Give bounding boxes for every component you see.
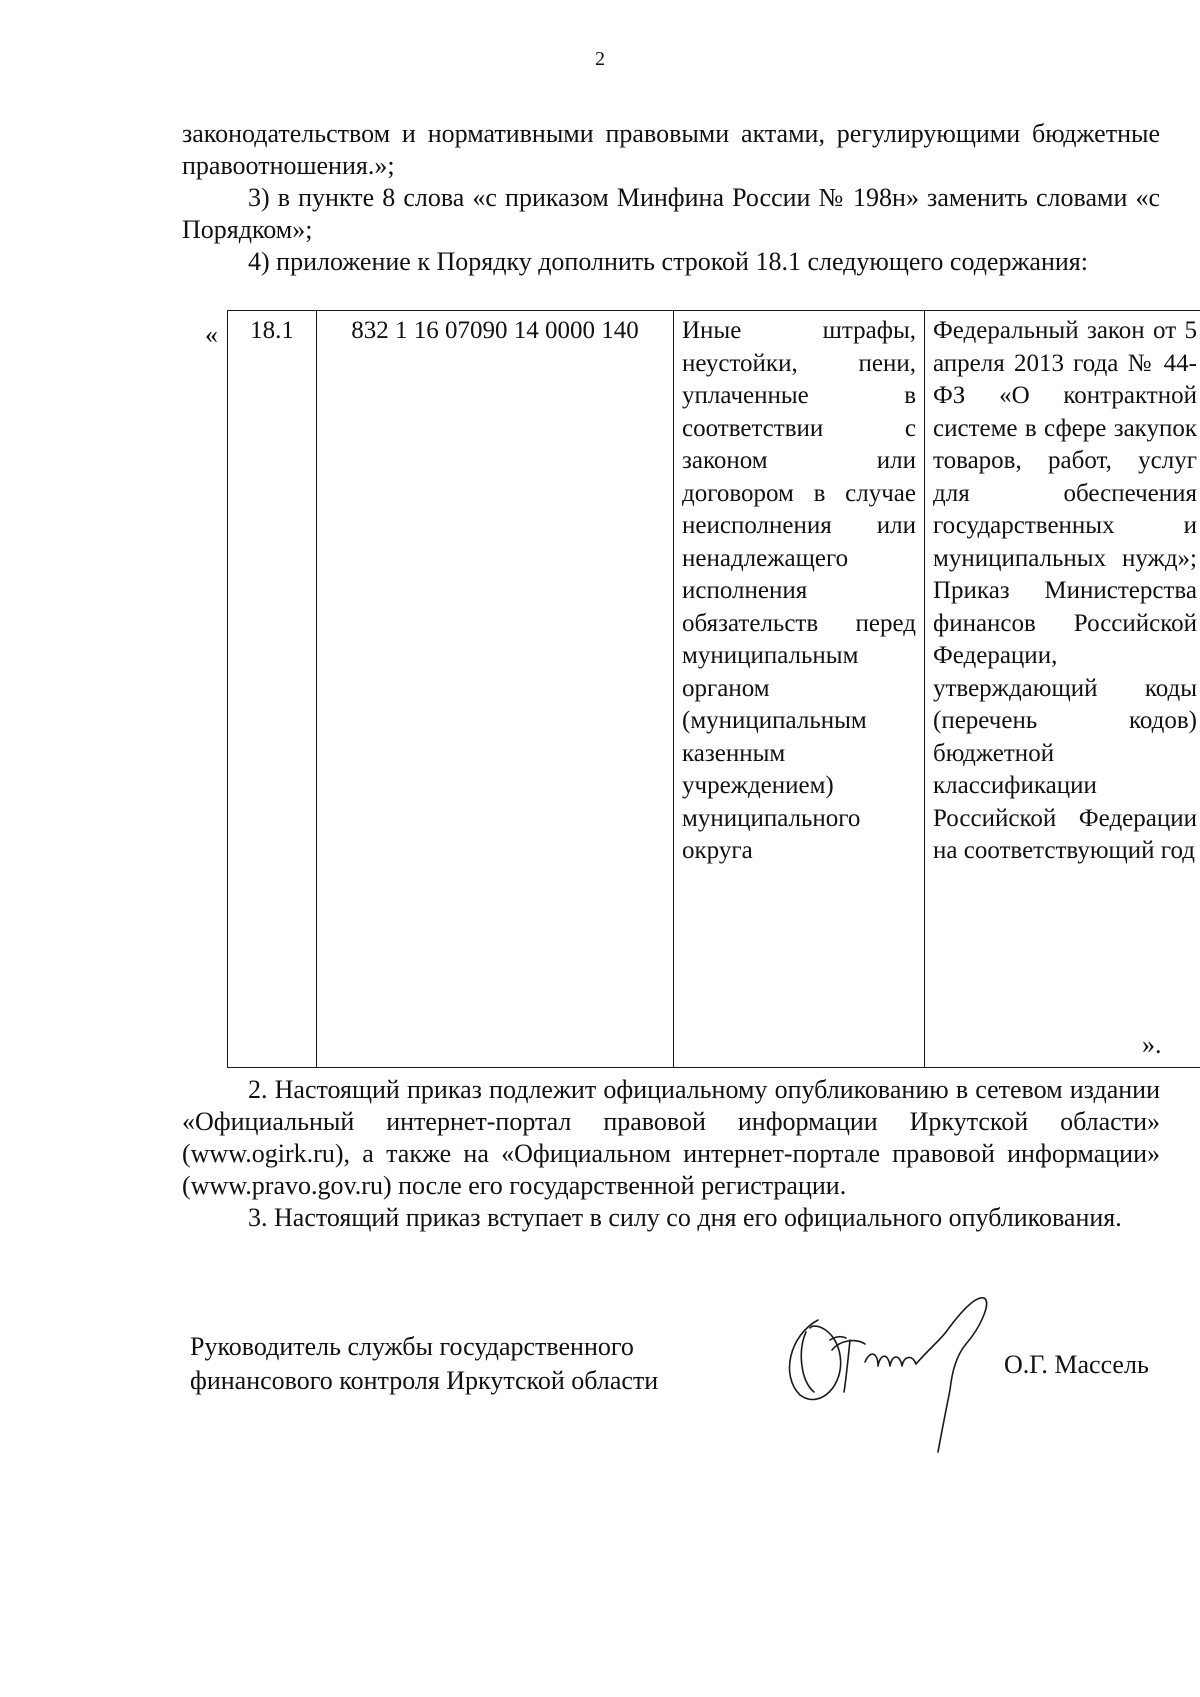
paragraph-item-4: 4) приложение к Порядку дополнить строкой 18.1 следующего содержания: (248, 247, 1088, 276)
document-points (182, 1074, 1160, 1234)
signatory-position-line-1: Руководитель службы государственного (190, 1332, 634, 1361)
paragraph-item-3: 3) в пункте 8 слова «с приказом Минфина России № 198н» заменить словами «с Порядком»; (182, 183, 1160, 244)
income-description-cell: Иные штрафы, неустойки, пени, уплаченные в соответствии с законом или договором в случае неисполнения или ненадлежащего исполнения обязательств перед муниципальным органом (муниципальным казенным учреждением) муниципального округа (674, 311, 925, 1068)
signatory-position-line-2: финансового контроля Иркутской области (190, 1366, 659, 1395)
handwritten-signature (770, 1280, 1010, 1455)
row-number-cell: 18.1 (228, 311, 317, 1068)
signatory-position (190, 1330, 658, 1398)
table-row (228, 311, 1200, 1068)
signatory-name: О.Г. Массель (1004, 1350, 1149, 1379)
table-open-quote: « (205, 320, 218, 349)
document-body (182, 118, 1160, 278)
amendment-table (227, 310, 1200, 1068)
table-close-quote: ». (1142, 1030, 1162, 1059)
budget-code-cell: 832 1 16 07090 14 0000 140 (317, 311, 674, 1068)
page-number: 2 (595, 48, 605, 70)
point-3-effective-date: 3. Настоящий приказ вступает в силу со дня его официального опубликования. (248, 1203, 1122, 1232)
paragraph-continuation: законодательством и нормативными правовыми актами, регулирующими бюджетные правоотношения.»; (182, 119, 1160, 180)
legal-basis-cell: Федеральный закон от 5 апреля 2013 года № 44-ФЗ «О контрактной системе в сфере закупок товаров, работ, услуг для обеспечения государственных и муниципальных нужд»; Приказ Министерства финансов Российской Федерации, утверждающий коды (перечень кодов) бюджетной классификации Российской Федерации на соответствующий год (925, 311, 1200, 1068)
point-2-publication: 2. Настоящий приказ подлежит официальному опубликованию в сетевом издании «Официальный интернет-портал правовой информации Иркутской области» (www.ogirk.ru), а также на «Официальном интернет-портале правовой информации» (www.pravo.gov.ru) после его государственной регистрации. (182, 1075, 1160, 1200)
